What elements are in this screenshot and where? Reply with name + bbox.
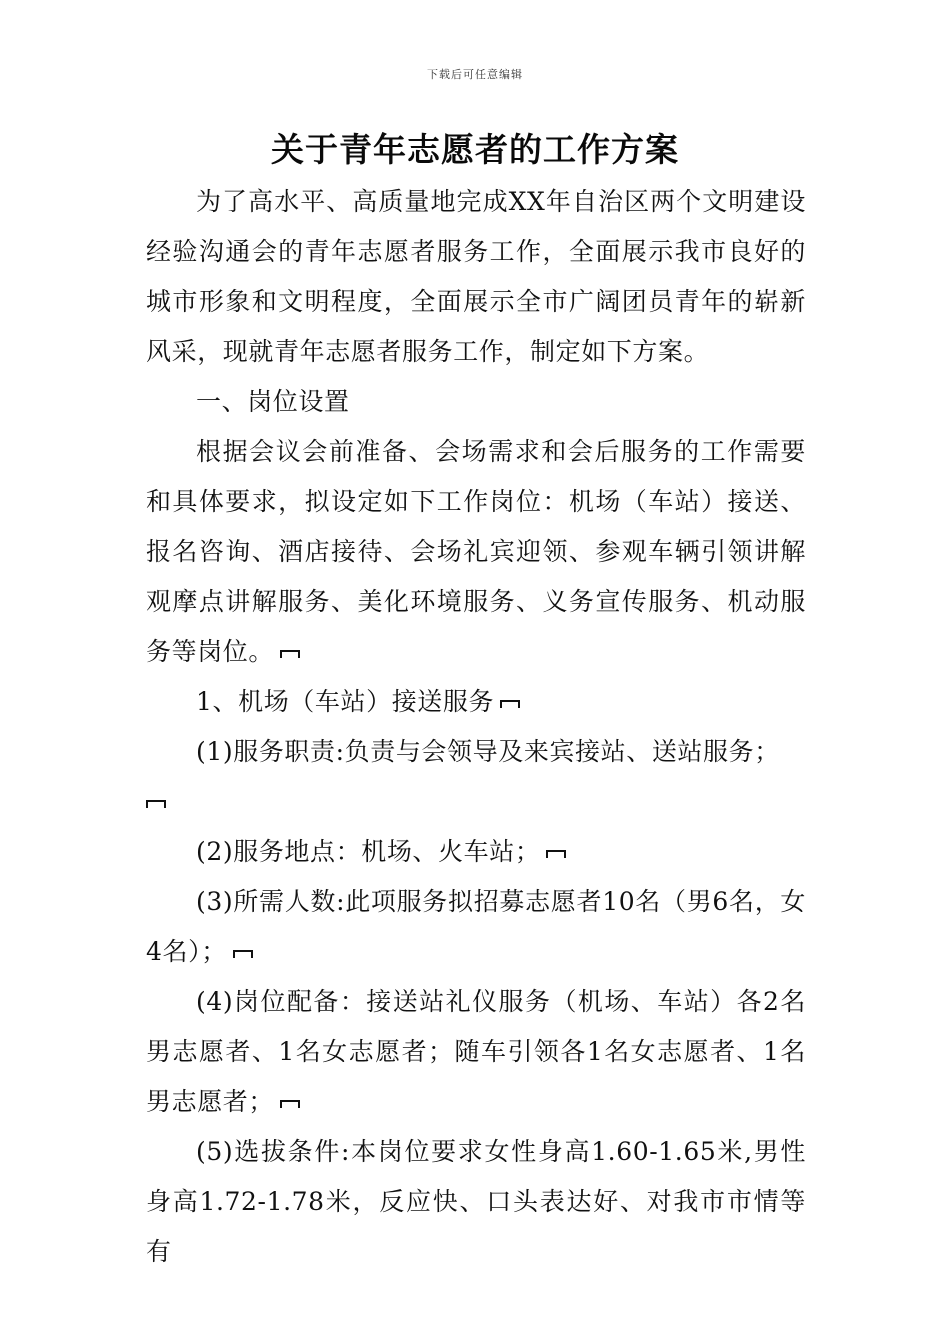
- paragraph-mark-icon: [233, 950, 253, 958]
- paragraph-mark-icon: [500, 700, 520, 708]
- item-criteria: [146, 1127, 806, 1277]
- paragraph-mark-icon: [546, 850, 566, 858]
- section-paragraph: [146, 427, 806, 677]
- item-location: [146, 827, 806, 877]
- item-heading-text: 1、机场（车站）接送服务: [196, 687, 495, 716]
- item-duty-text: (1)服务职责:负责与会领导及来宾接站、送站服务；: [196, 737, 780, 766]
- mark-line: [146, 777, 806, 827]
- item-headcount: [146, 877, 806, 977]
- item-criteria-text: (5)选拔条件:本岗位要求女性身高1.60-1.65米,男性身高1.72-1.78米，反应快、口头表达好、对我市市情等有: [146, 1137, 806, 1266]
- intro-paragraph: [146, 177, 806, 377]
- header-note: 下载后可任意编辑: [427, 68, 523, 81]
- paragraph-mark-icon: [280, 1100, 300, 1108]
- item-duty: [146, 727, 806, 777]
- item-staffing: [146, 977, 806, 1127]
- document-body: [146, 177, 806, 1277]
- section-heading: [146, 377, 806, 427]
- section-paragraph-text: 根据会议会前准备、会场需求和会后服务的工作需要和具体要求，拟设定如下工作岗位：机场（车站）接送、报名咨询、酒店接待、会场礼宾迎领、参观车辆引领讲解观摩点讲解服务、美化环境服务、义务宣传服务、机动服务等岗位。: [146, 437, 806, 666]
- paragraph-mark-icon: [146, 800, 166, 808]
- document-title: 关于青年志愿者的工作方案: [271, 130, 679, 169]
- paragraph-mark-icon: [280, 650, 300, 658]
- section-heading-text: 一、岗位设置: [196, 387, 350, 416]
- intro-text: 为了高水平、高质量地完成XX年自治区两个文明建设经验沟通会的青年志愿者服务工作，全面展示我市良好的城市形象和文明程度，全面展示全市广阔团员青年的崭新风采，现就青年志愿者服务工作，制定如下方案。: [146, 187, 806, 366]
- item-staffing-text: (4)岗位配备：接送站礼仪服务（机场、车站）各2名男志愿者、1名女志愿者；随车引领各1名女志愿者、1名男志愿者；: [146, 987, 806, 1116]
- item-heading: [146, 677, 806, 727]
- item-headcount-text: (3)所需人数:此项服务拟招募志愿者10名（男6名，女4名）；: [146, 887, 806, 966]
- item-location-text: (2)服务地点：机场、火车站；: [196, 837, 541, 866]
